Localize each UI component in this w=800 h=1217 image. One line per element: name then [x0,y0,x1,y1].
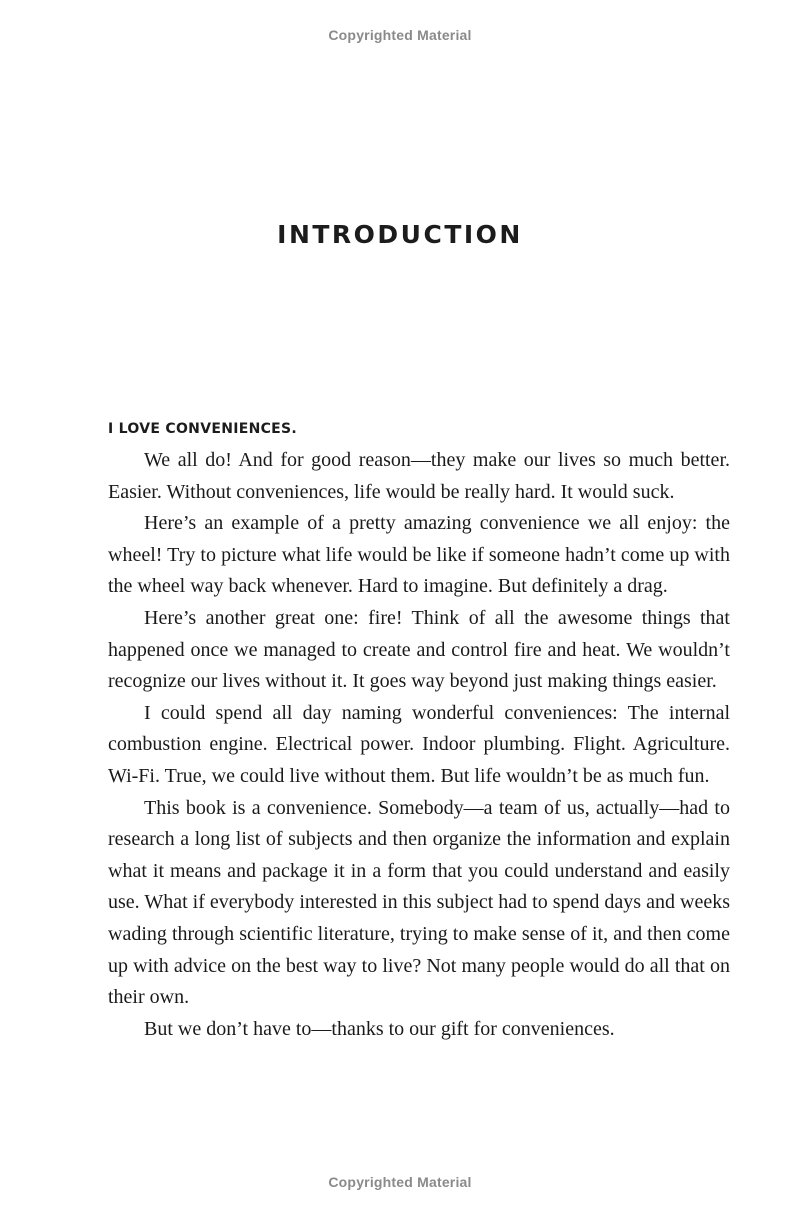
paragraph: I could spend all day naming wonderful conveniences: The internal combustion engine. Electrical power. Indoor plumbing. Flight. Agriculture. Wi-Fi. True, we could live without them. But life wouldn’t be as much fun. [108,701,730,787]
paragraph: But we don’t have to—thanks to our gift for conveniences. [144,1017,615,1040]
paragraph: Here’s an example of a pretty amazing convenience we all enjoy: the wheel! Try to picture what life would be like if someone hadn’t come up with the wheel way back whenever. Hard to imagine. But definitely a drag. [108,512,730,598]
paragraph: Here’s another great one: fire! Think of all the awesome things that happened once we managed to create and control fire and heat. We wouldn’t recognize our lives without it. It goes way beyond just making things easier. [108,606,730,693]
paragraph: This book is a convenience. Somebody—a team of us, actually—had to research a long list of subjects and then organize the information and explain what it means and package it in a form that you could understand and easily use. What if everybody interested in this subject had to spend days and weeks wading through scientific literature, trying to make sense of it, and then come up with advice on the best way to live? Not many people would do all that on their own. [108,796,730,1009]
copyright-watermark-top: Copyrighted Material [328,27,472,43]
body-text [108,445,730,1045]
chapter-title: INTRODUCTION [277,220,523,249]
copyright-watermark-bottom: Copyrighted Material [328,1174,472,1190]
chapter-lead-in: I LOVE CONVENIENCES. [108,421,298,437]
paragraph: We all do! And for good reason—they make our lives so much better. Easier. Without conveniences, life would be really hard. It would suck. [108,449,730,503]
